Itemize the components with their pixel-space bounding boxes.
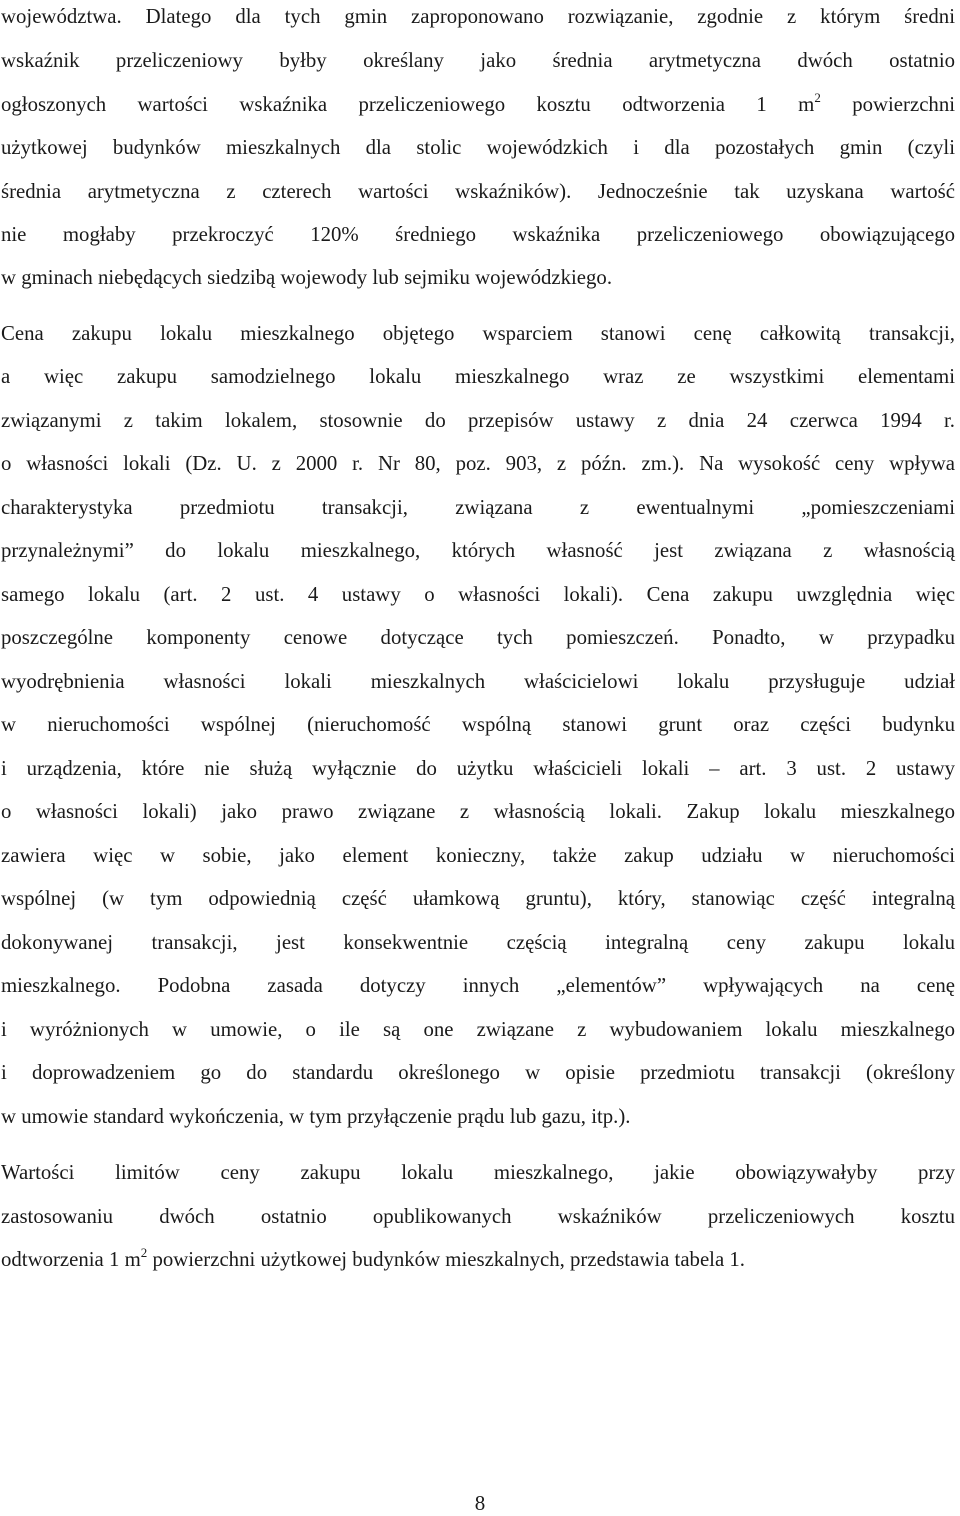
text-line: i urządzenia, które nie służą wyłącznie do użytku właścicieli lokali – art. 3 ust. 2 ustawy: [1, 757, 955, 780]
text-line: nie mogłaby przekroczyć 120% średniego wskaźnika przeliczeniowego obowiązującego: [1, 223, 955, 246]
text-line: charakterystyka przedmiotu transakcji, związana z ewentualnymi „pomieszczeniami: [1, 496, 955, 519]
text-line: w umowie standard wykończenia, w tym przyłączenie prądu lub gazu, itp.).: [1, 1105, 631, 1128]
superscript: 2: [140, 1245, 148, 1260]
text-line: Cena zakupu lokalu mieszkalnego objętego wsparciem stanowi cenę całkowitą transakcji,: [1, 322, 955, 345]
text-line: samego lokalu (art. 2 ust. 4 ustawy o własności lokali). Cena zakupu uwzględnia więc: [1, 583, 955, 606]
text-line: o własności lokali (Dz. U. z 2000 r. Nr 80, poz. 903, z późn. zm.). Na wysokość ceny wpływa: [1, 452, 955, 475]
text-line: a więc zakupu samodzielnego lokalu mieszkalnego wraz ze wszystkimi elementami: [1, 365, 955, 388]
text-line: związanymi z takim lokalem, stosownie do przepisów ustawy z dnia 24 czerwca 1994 r.: [1, 409, 955, 432]
text-line: przynależnymi” do lokalu mieszkalnego, których własność jest związana z własnością: [1, 539, 955, 562]
text-fragment: odtworzenia 1 m: [1, 1248, 141, 1271]
text-line: mieszkalnego. Podobna zasada dotyczy innych „elementów” wpływających na cenę: [1, 974, 955, 997]
text-line: wyodrębnienia własności lokali mieszkalnych właścicielowi lokalu przysługuje udział: [1, 670, 955, 693]
text-line: [1, 92, 955, 118]
text-line: zastosowaniu dwóch ostatnio opublikowanych wskaźników przeliczeniowych kosztu: [1, 1205, 955, 1228]
text-line: poszczególne komponenty cenowe dotyczące tych pomieszczeń. Ponadto, w przypadku: [1, 626, 955, 649]
superscript: 2: [814, 90, 821, 105]
text-line: użytkowej budynków mieszkalnych dla stolic wojewódzkich i dla pozostałych gmin (czyli: [1, 136, 955, 159]
text-line: w nieruchomości wspólnej (nieruchomość wspólną stanowi grunt oraz części budynku: [1, 713, 955, 736]
text-line: wspólnej (w tym odpowiednią część ułamkową gruntu), który, stanowiąc część integralną: [1, 887, 955, 910]
text-line: zawiera więc w sobie, jako element konieczny, także zakup udziału w nieruchomości: [1, 844, 955, 867]
text-line: województwa. Dlatego dla tych gmin zaproponowano rozwiązanie, zgodnie z którym średni: [1, 5, 955, 28]
page-number: 8: [474, 1491, 486, 1515]
text-line: wskaźnik przeliczeniowy byłby określany jako średnia arytmetyczna dwóch ostatnio: [1, 49, 955, 72]
text-line: i doprowadzeniem go do standardu określonego w opisie przedmiotu transakcji (określony: [1, 1061, 955, 1084]
text-line: i wyróżnionych w umowie, o ile są one związane z wybudowaniem lokalu mieszkalnego: [1, 1018, 955, 1041]
text-line: o własności lokali) jako prawo związane z własnością lokali. Zakup lokalu mieszkalnego: [1, 800, 955, 823]
text-fragment: ogłoszonych wartości wskaźnika przeliczeniowego kosztu odtworzenia 1 m: [1, 93, 815, 116]
text-line: Wartości limitów ceny zakupu lokalu mieszkalnego, jakie obowiązywałyby przy: [1, 1161, 955, 1184]
text-line: dokonywanej transakcji, jest konsekwentnie częścią integralną ceny zakupu lokalu: [1, 931, 955, 954]
text-fragment: powierzchni użytkowej budynków mieszkalnych, przedstawia tabela 1.: [147, 1248, 745, 1271]
text-line: w gminach niebędących siedzibą wojewody lub sejmiku wojewódzkiego.: [1, 266, 613, 289]
text-line: [1, 1247, 955, 1273]
text-line: średnia arytmetyczna z czterech wartości wskaźników). Jednocześnie tak uzyskana wartość: [1, 180, 955, 203]
text-fragment: powierzchni: [820, 93, 955, 116]
